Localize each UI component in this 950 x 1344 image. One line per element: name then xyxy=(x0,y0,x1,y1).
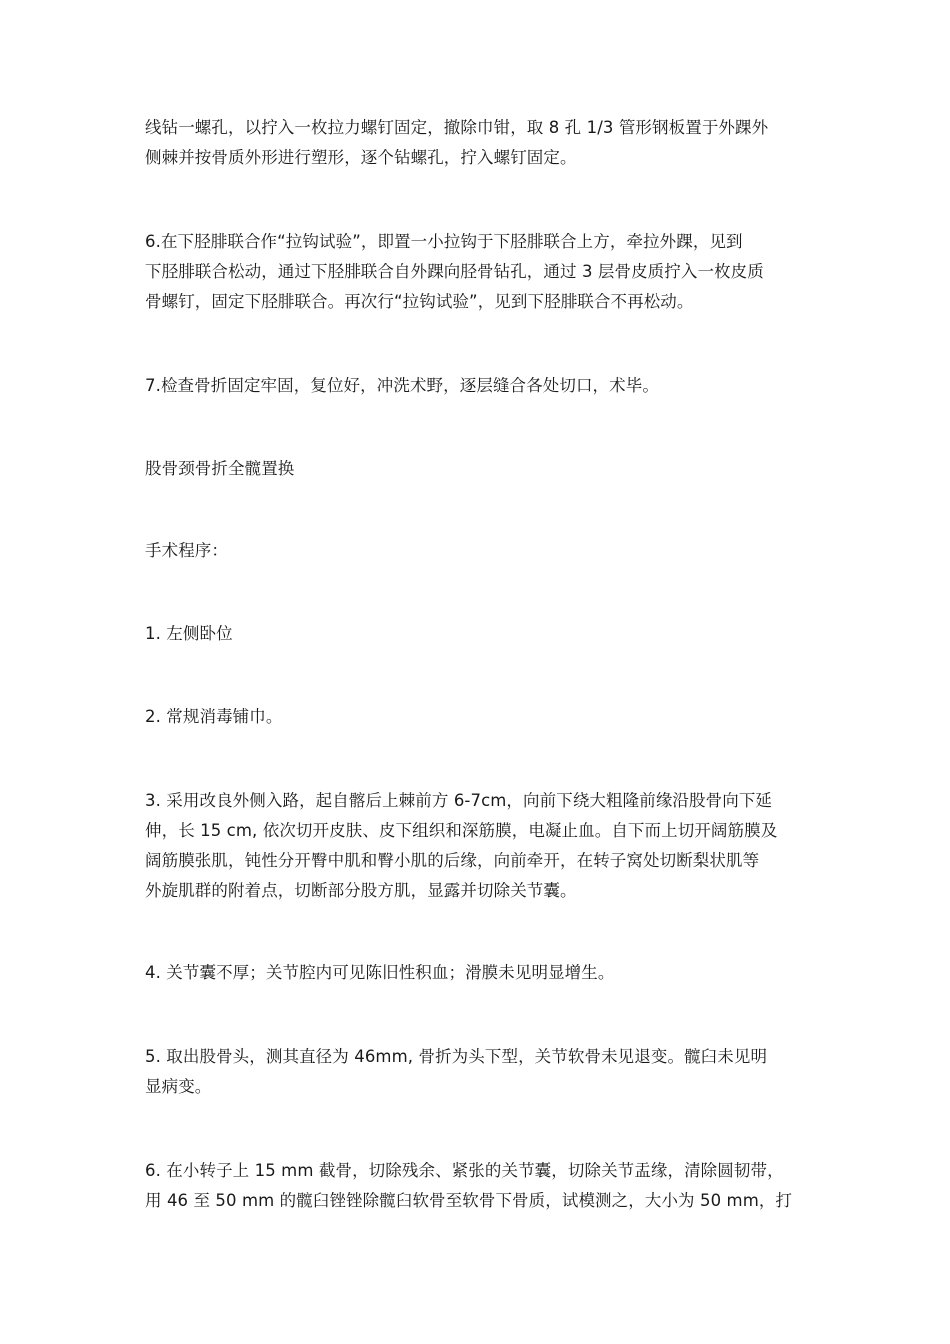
text-line: 用 46 至 50 mm 的髋臼锉锉除髋臼软骨至软骨下骨质，试模测之，大小为 50 mm，打 xyxy=(145,1191,793,1210)
paragraph-step-6-hook-test xyxy=(145,227,810,317)
text-line: 股骨颈骨折全髋置换 xyxy=(145,459,295,478)
text-line: 阔筋膜张肌，钝性分开臀中肌和臀小肌的后缘，向前牵开，在转子窝处切断梨状肌等 xyxy=(145,851,760,870)
step-3 xyxy=(145,786,810,906)
text-line: 6.在下胫腓联合作“拉钩试验”，即置一小拉钩于下胫腓联合上方，牵拉外踝，见到 xyxy=(145,232,743,251)
step-6 xyxy=(145,1156,810,1216)
text-line: 下胫腓联合松动，通过下胫腓联合自外踝向胫骨钻孔，通过 3 层骨皮质拧入一枚皮质 xyxy=(145,262,764,281)
step-4 xyxy=(145,958,810,988)
text-line: 5. 取出股骨头，测其直径为 46mm, 骨折为头下型，关节软骨未见退变。髋臼未见明 xyxy=(145,1047,768,1066)
text-line: 2. 常规消毒铺巾。 xyxy=(145,707,283,726)
text-line: 线钻一螺孔，以拧入一枚拉力螺钉固定，撤除巾钳，取 8 孔 1/3 管形钢板置于外踝外 xyxy=(145,118,769,137)
text-line: 外旋肌群的附着点，切断部分股方肌，显露并切除关节囊。 xyxy=(145,881,577,900)
text-line: 1. 左侧卧位 xyxy=(145,624,233,643)
text-line: 骨螺钉，固定下胫腓联合。再次行“拉钩试验”，见到下胫腓联合不再松动。 xyxy=(145,292,694,311)
text-line: 侧棘并按骨质外形进行塑形，逐个钻螺孔，拧入螺钉固定。 xyxy=(145,148,577,167)
text-line: 3. 采用改良外侧入路，起自髂后上棘前方 6-7cm，向前下绕大粗隆前缘沿股骨向下延 xyxy=(145,791,773,810)
section-heading-hip-replacement xyxy=(145,454,810,484)
text-line: 伸，长 15 cm, 依次切开皮肤、皮下组织和深筋膜，电凝止血。自下而上切开阔筋膜及 xyxy=(145,821,778,840)
step-5 xyxy=(145,1042,810,1102)
text-line: 显病变。 xyxy=(145,1077,212,1096)
text-line: 6. 在小转子上 15 mm 截骨，切除残余、紧张的关节囊，切除关节盂缘，清除圆韧带， xyxy=(145,1161,784,1180)
paragraph-plate-fixation xyxy=(145,113,810,173)
text-line: 手术程序： xyxy=(145,541,228,560)
text-line: 4. 关节囊不厚；关节腔内可见陈旧性积血；滑膜未见明显增生。 xyxy=(145,963,615,982)
procedure-heading xyxy=(145,536,810,566)
step-2 xyxy=(145,702,810,732)
step-1 xyxy=(145,619,810,649)
text-line: 7.检查骨折固定牢固，复位好，冲洗术野，逐层缝合各处切口，术毕。 xyxy=(145,376,659,395)
paragraph-step-7-closure xyxy=(145,371,810,401)
